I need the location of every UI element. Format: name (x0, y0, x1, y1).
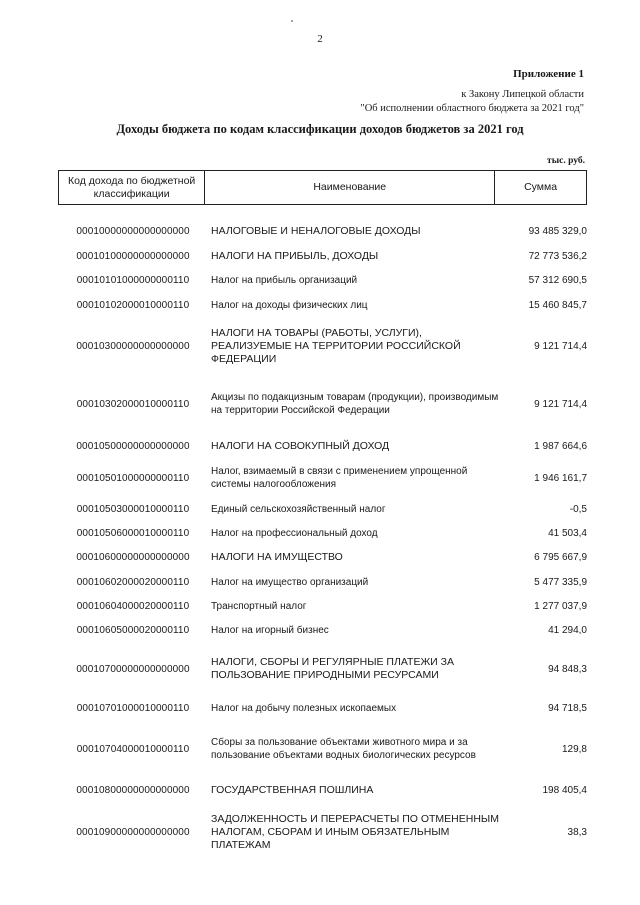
table-row (58, 268, 587, 293)
row-name: НАЛОГИ НА ПРИБЫЛЬ, ДОХОДЫ (211, 249, 379, 262)
row-code: 00010506000010000110 (76, 527, 190, 539)
table-row (58, 777, 587, 803)
law-reference (360, 88, 584, 116)
row-name: Налог на доходы физических лиц (211, 299, 368, 311)
row-code: 00010501000000000110 (76, 472, 190, 484)
table-row (58, 545, 587, 570)
table-row (58, 293, 587, 317)
row-amount: 198 405,4 (542, 784, 587, 796)
row-name: Транспортный налог (211, 600, 307, 612)
row-code: 00010704000010000110 (76, 743, 190, 755)
row-name: Налог на профессиональный доход (211, 527, 378, 539)
row-name: НАЛОГОВЫЕ И НЕНАЛОГОВЫЕ ДОХОДЫ (211, 224, 421, 237)
row-name: НАЛОГИ НА ТОВАРЫ (РАБОТЫ, УСЛУГИ), РЕАЛИЗУЕМЫЕ НА ТЕРРИТОРИИ РОССИЙСКОЙ ФЕДЕРАЦИИ (211, 326, 461, 365)
row-amount: 15 460 845,7 (528, 299, 587, 311)
row-name: ГОСУДАРСТВЕННАЯ ПОШЛИНА (211, 783, 374, 796)
row-code: 00010100000000000000 (76, 250, 190, 262)
row-name: НАЛОГИ НА СОВОКУПНЫЙ ДОХОД (211, 439, 390, 452)
row-amount: 1 946 161,7 (534, 472, 587, 484)
table-row (58, 643, 587, 695)
row-code: 00010600000000000000 (76, 552, 190, 563)
row-name: НАЛОГИ НА ИМУЩЕСТВО (211, 551, 343, 563)
row-code: 00010302000010000110 (76, 398, 190, 410)
row-name: ЗАДОЛЖЕННОСТЬ И ПЕРЕРАСЧЕТЫ ПО ОТМЕНЕННЫМ НАЛОГАМ, СБОРАМ И ИНЫМ ОБЯЗАТЕЛЬНЫМ ПЛАТЕЖАМ (211, 812, 499, 851)
row-code: 00010604000020000110 (76, 600, 190, 612)
table-row (58, 433, 587, 459)
table-row (58, 695, 587, 721)
table-row (58, 594, 587, 618)
row-code: 00010102000010000110 (76, 299, 190, 311)
row-amount: 72 773 536,2 (528, 250, 587, 262)
row-amount: 1 987 664,6 (534, 440, 587, 452)
table-row (58, 521, 587, 545)
row-name: НАЛОГИ, СБОРЫ И РЕГУЛЯРНЫЕ ПЛАТЕЖИ ЗА ПОЛЬЗОВАНИЕ ПРИРОДНЫМИ РЕСУРСАМИ (211, 656, 454, 681)
row-code: 00010900000000000000 (76, 826, 190, 838)
table-row (58, 459, 587, 497)
law-reference-line-1: к Закону Липецкой области (461, 89, 584, 100)
header-amount-column: Сумма (495, 171, 587, 205)
row-code: 00010701000010000110 (76, 702, 190, 714)
row-code: 00010700000000000000 (76, 663, 190, 675)
row-name: Акцизы по подакцизным товарам (продукции), производимым на территории Российской Федерации (211, 392, 499, 416)
page-number: 2 (317, 33, 323, 45)
law-reference-line-2: "Об исполнении областного бюджета за 2021 год" (360, 103, 584, 114)
row-code: 00010605000020000110 (76, 625, 190, 636)
row-amount: 129,8 (561, 743, 587, 755)
row-code: 00010500000000000000 (76, 440, 190, 452)
table-row (58, 721, 587, 777)
document-title: Доходы бюджета по кодам классификации доходов бюджетов за 2021 год (116, 122, 524, 136)
row-code: 00010101000000000110 (76, 275, 190, 286)
row-name: Налог на добычу полезных ископаемых (211, 702, 397, 714)
row-amount: 41 294,0 (548, 625, 587, 636)
row-name: Налог на прибыль организаций (211, 275, 358, 286)
row-code: 00010000000000000000 (76, 225, 190, 237)
row-name: Налог на игорный бизнес (211, 625, 329, 636)
table-row (58, 618, 587, 643)
header-code-column: Код дохода по бюджетной классификации (59, 171, 205, 205)
row-amount: 5 477 335,9 (534, 576, 587, 588)
table-row (58, 803, 587, 861)
row-name: Единый сельскохозяйственный налог (211, 503, 386, 515)
units-label: тыс. руб. (547, 156, 585, 166)
table-row (58, 218, 587, 244)
row-code: 00010800000000000000 (76, 784, 190, 796)
row-amount: 6 795 667,9 (534, 552, 587, 563)
table-row (58, 317, 587, 375)
row-amount: 9 121 714,4 (534, 398, 587, 410)
row-name: Налог, взимаемый в связи с применением упрощенной системы налогообложения (211, 466, 468, 490)
row-amount: 94 848,3 (548, 663, 587, 675)
row-code: 00010300000000000000 (76, 340, 190, 352)
row-amount: 1 277 037,9 (534, 600, 587, 612)
row-name: Налог на имущество организаций (211, 576, 369, 588)
table-row (58, 375, 587, 433)
row-code: 00010602000020000110 (76, 576, 190, 588)
row-amount: 41 503,4 (548, 527, 587, 539)
row-amount: 57 312 690,5 (528, 275, 587, 286)
scan-speck (291, 20, 293, 22)
income-table-body (58, 218, 587, 861)
row-amount: 9 121 714,4 (534, 340, 587, 352)
appendix-label: Приложение 1 (513, 68, 584, 80)
row-amount: 94 718,5 (548, 702, 587, 714)
table-row (58, 244, 587, 268)
row-code: 00010503000010000110 (76, 503, 190, 515)
table-header (58, 170, 587, 205)
table-row (58, 497, 587, 521)
row-name: Сборы за пользование объектами животного мира и за пользование объектами водных биологических ресурсов (211, 737, 476, 761)
row-amount: -0,5 (569, 503, 587, 515)
table-row (58, 570, 587, 594)
row-amount: 38,3 (567, 826, 587, 838)
row-amount: 93 485 329,0 (528, 225, 587, 237)
header-name-column: Наименование (205, 171, 495, 205)
